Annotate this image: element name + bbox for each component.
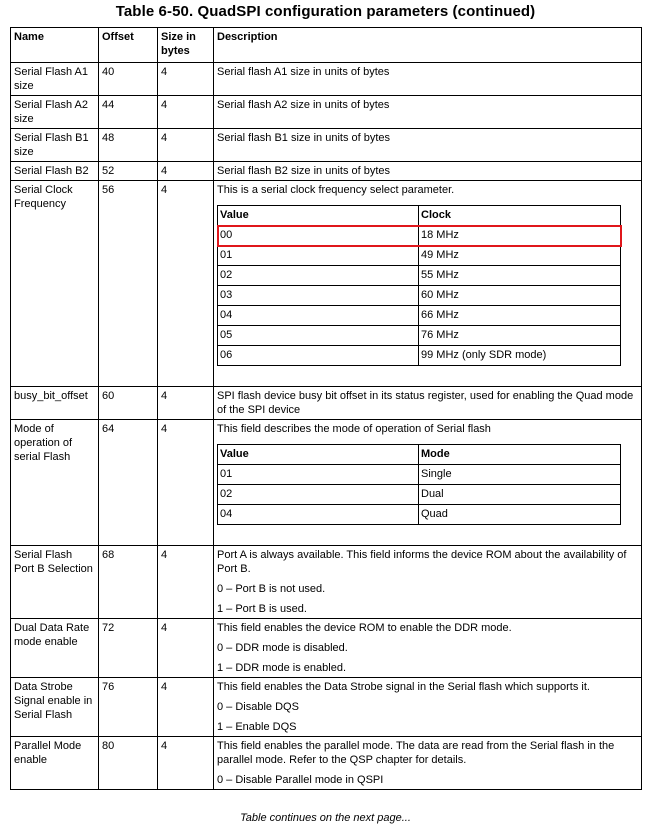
subtable-value: 01 [218, 465, 419, 485]
row-size: 4 [158, 129, 214, 162]
row-name: busy_bit_offset [11, 387, 99, 420]
row-offset: 48 [99, 129, 158, 162]
table-row [11, 678, 642, 737]
subtable-clock: 76 MHz [419, 326, 621, 346]
subtable-row [218, 246, 621, 266]
row-size: 4 [158, 162, 214, 181]
row-description [214, 737, 642, 790]
clock-subtable [217, 205, 621, 366]
subtable-row [218, 505, 621, 525]
row-description [214, 619, 642, 678]
subtable-row [218, 326, 621, 346]
subtable-mode: Dual [419, 485, 621, 505]
header-name: Name [11, 28, 99, 63]
header-offset: Offset [99, 28, 158, 63]
table-row [11, 387, 642, 420]
subtable-clock: 55 MHz [419, 266, 621, 286]
subtable-clock: 49 MHz [419, 246, 621, 266]
table-row [11, 129, 642, 162]
row-name: Serial Flash A2 size [11, 96, 99, 129]
row-name: Serial Flash A1 size [11, 63, 99, 96]
subtable-value: 04 [218, 505, 419, 525]
row-size: 4 [158, 181, 214, 387]
row-offset: 72 [99, 619, 158, 678]
description-text: 0 – DDR mode is disabled. [217, 642, 348, 654]
row-size: 4 [158, 619, 214, 678]
mode-subtable [217, 444, 621, 525]
subtable-header-value: Value [218, 206, 419, 226]
row-description: Serial flash A2 size in units of bytes [214, 96, 642, 129]
subtable-clock: 99 MHz (only SDR mode) [419, 346, 621, 366]
description-text: 1 – Port B is used. [217, 603, 307, 615]
row-description: Serial flash A1 size in units of bytes [214, 63, 642, 96]
subtable-header-mode: Mode [419, 445, 621, 465]
description-text: 0 – Disable DQS [217, 701, 299, 713]
row-offset: 76 [99, 678, 158, 737]
row-description: SPI flash device busy bit offset in its status register, used for enabling the Quad mode of the SPI device [214, 387, 642, 420]
subtable-row-highlighted [218, 226, 621, 246]
subtable-value: 02 [218, 266, 419, 286]
header-size: Size in bytes [158, 28, 214, 63]
description-text: This field enables the Data Strobe signal in the Serial flash which supports it. [217, 681, 590, 693]
description-text: 0 – Disable Parallel mode in QSPI [217, 774, 384, 786]
subtable-clock: 60 MHz [419, 286, 621, 306]
row-size: 4 [158, 546, 214, 619]
description-text: 1 – DDR mode is enabled. [217, 662, 347, 674]
table-row [11, 96, 642, 129]
row-description: Serial flash B2 size in units of bytes [214, 162, 642, 181]
subtable-row [218, 465, 621, 485]
row-offset: 56 [99, 181, 158, 387]
table-title: Table 6-50. QuadSPI configuration parameters (continued) [115, 3, 536, 20]
row-size: 4 [158, 420, 214, 546]
row-name: Serial Flash Port B Selection [11, 546, 99, 619]
table-row [11, 162, 642, 181]
description-text: 1 – Enable DQS [217, 721, 297, 733]
row-description [214, 181, 642, 387]
row-offset: 44 [99, 96, 158, 129]
description-text: This field enables the parallel mode. The data are read from the Serial flash in the parallel mode. Refer to the QSP chapter for details. [217, 740, 615, 766]
subtable-row [218, 346, 621, 366]
subtable-mode: Single [419, 465, 621, 485]
row-description [214, 420, 642, 546]
description-text: This field describes the mode of operation of Serial flash [217, 423, 491, 435]
subtable-value: 01 [218, 246, 419, 266]
row-size: 4 [158, 678, 214, 737]
description-text: This field enables the device ROM to enable the DDR mode. [217, 622, 512, 634]
subtable-header [218, 445, 621, 465]
config-table [10, 27, 642, 790]
row-offset: 52 [99, 162, 158, 181]
row-size: 4 [158, 737, 214, 790]
subtable-clock: 18 MHz [419, 226, 621, 246]
description-text: Port A is always available. This field informs the device ROM about the availability of Port B. [217, 549, 627, 575]
subtable-header-clock: Clock [419, 206, 621, 226]
row-offset: 64 [99, 420, 158, 546]
row-name: Serial Flash B1 size [11, 129, 99, 162]
subtable-value: 04 [218, 306, 419, 326]
subtable-row [218, 266, 621, 286]
subtable-value: 06 [218, 346, 419, 366]
continuation-note: Table continues on the next page... [240, 812, 411, 824]
table-row [11, 63, 642, 96]
subtable-row [218, 306, 621, 326]
table-row [11, 737, 642, 790]
row-size: 4 [158, 387, 214, 420]
row-offset: 60 [99, 387, 158, 420]
subtable-header-value: Value [218, 445, 419, 465]
row-size: 4 [158, 63, 214, 96]
table-row [11, 546, 642, 619]
header-row [11, 28, 642, 63]
table-row [11, 619, 642, 678]
row-name: Serial Flash B2 [11, 162, 99, 181]
subtable-row [218, 485, 621, 505]
subtable-value: 05 [218, 326, 419, 346]
row-description [214, 678, 642, 737]
subtable-value: 02 [218, 485, 419, 505]
row-offset: 68 [99, 546, 158, 619]
row-size: 4 [158, 96, 214, 129]
subtable-value: 00 [218, 226, 419, 246]
row-offset: 40 [99, 63, 158, 96]
subtable-row [218, 286, 621, 306]
description-text: 0 – Port B is not used. [217, 583, 326, 595]
subtable-header [218, 206, 621, 226]
row-description: Serial flash B1 size in units of bytes [214, 129, 642, 162]
subtable-clock: 66 MHz [419, 306, 621, 326]
row-name: Serial Clock Frequency [11, 181, 99, 387]
description-text: This is a serial clock frequency select parameter. [217, 184, 455, 196]
subtable-mode: Quad [419, 505, 621, 525]
row-name: Parallel Mode enable [11, 737, 99, 790]
row-name: Dual Data Rate mode enable [11, 619, 99, 678]
row-description [214, 546, 642, 619]
table-row [11, 420, 642, 546]
subtable-value: 03 [218, 286, 419, 306]
header-description: Description [214, 28, 642, 63]
row-name: Mode of operation of serial Flash [11, 420, 99, 546]
row-name: Data Strobe Signal enable in Serial Flash [11, 678, 99, 737]
row-offset: 80 [99, 737, 158, 790]
table-row [11, 181, 642, 387]
